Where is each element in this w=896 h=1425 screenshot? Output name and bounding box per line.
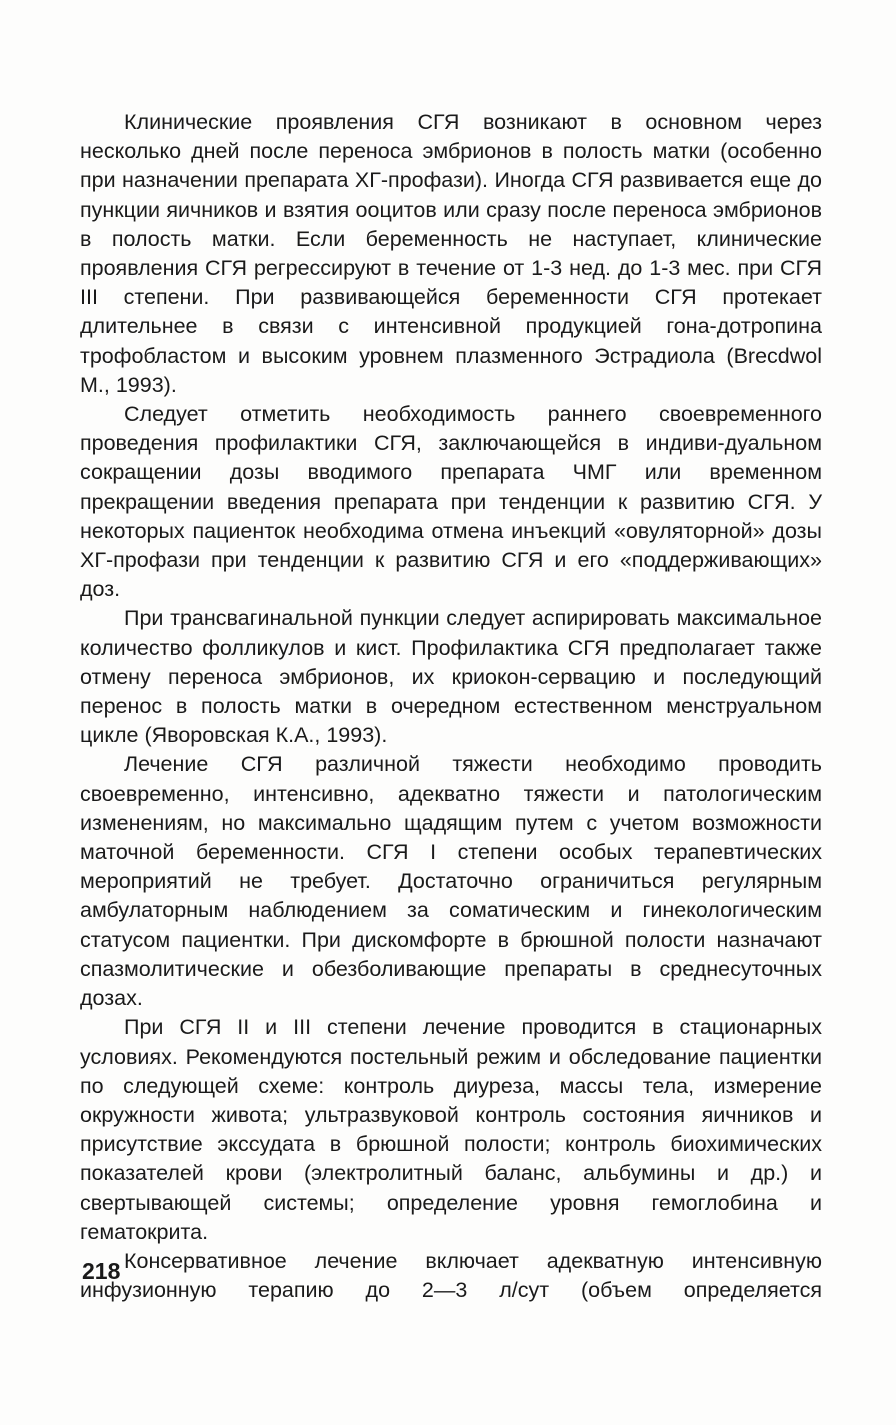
paragraph-transvaginal-puncture: При трансвагинальной пункции следует аспирировать максимальное количество фолликулов и кист. Профилактика СГЯ предполагает также отмену переноса эмбрионов, их криокон-сервацию и последующий перенос в полость матки в очередном естественном менструальном цикле (Яворовская К.А., 1993). xyxy=(80,606,822,748)
body-text xyxy=(80,108,822,1305)
paragraph-conservative-treatment: Консервативное лечение включает адекватную интенсивную инфузионную терапию до 2—3 л/сут (объем определяется xyxy=(80,1248,822,1303)
page-number: 218 xyxy=(82,1258,121,1284)
paragraph-prevention: Следует отметить необходимость раннего своевременного проведения профилактики СГЯ, заключающейся в индиви-дуальном сокращении дозы вводимого препарата ЧМГ или временном прекращении введения препарата при тенденции к развитию СГЯ. У некоторых пациенток необходима отмена инъекций «овуляторной» дозы ХГ-профази при тенденции к развитию СГЯ и его «поддерживающих» доз. xyxy=(80,402,822,602)
paragraph-treatment: Лечение СГЯ различной тяжести необходимо проводить своевременно, интенсивно, адекватно тяжести и патологическим изменениям, но максимально щадящим путем с учетом возможности маточной беременности. СГЯ I степени особых терапевтических мероприятий не требует. Достаточно ограничиться регулярным амбулаторным наблюдением за соматическим и гинекологическим статусом пациентки. При дискомфорте в брюшной полости назначают спазмолитические и обезболивающие препараты в среднесуточных дозах. xyxy=(80,752,822,1011)
paragraph-inpatient-treatment: При СГЯ II и III степени лечение проводится в стационарных условиях. Рекомендуются постельный режим и обследование пациентки по следующей схеме: контроль диуреза, массы тела, измерение окружности живота; ультразвуковой контроль состояния яичников и присутствие экссудата в брюшной полости; контроль биохимических показателей крови (электролитный баланс, альбумины и др.) и свертывающей системы; определение уровня гемоглобина и гематокрита. xyxy=(80,1015,822,1244)
paragraph-clinical-manifestations: Клинические проявления СГЯ возникают в основном через несколько дней после переноса эмбрионов в полость матки (особенно при назначении препарата ХГ-профази). Иногда СГЯ развивается еще до пункции яичников и взятия ооцитов или сразу после переноса эмбрионов в полость матки. Если беременность не наступает, клинические проявления СГЯ регрессируют в течение от 1-3 нед. до 1-3 мес. при СГЯ III степени. При развивающейся беременности СГЯ протекает длительнее в связи с интенсивной продукцией гона-дотропина трофобластом и высоким уровнем плазменного Эстрадиола (Brecdwol M., 1993). xyxy=(80,110,822,397)
